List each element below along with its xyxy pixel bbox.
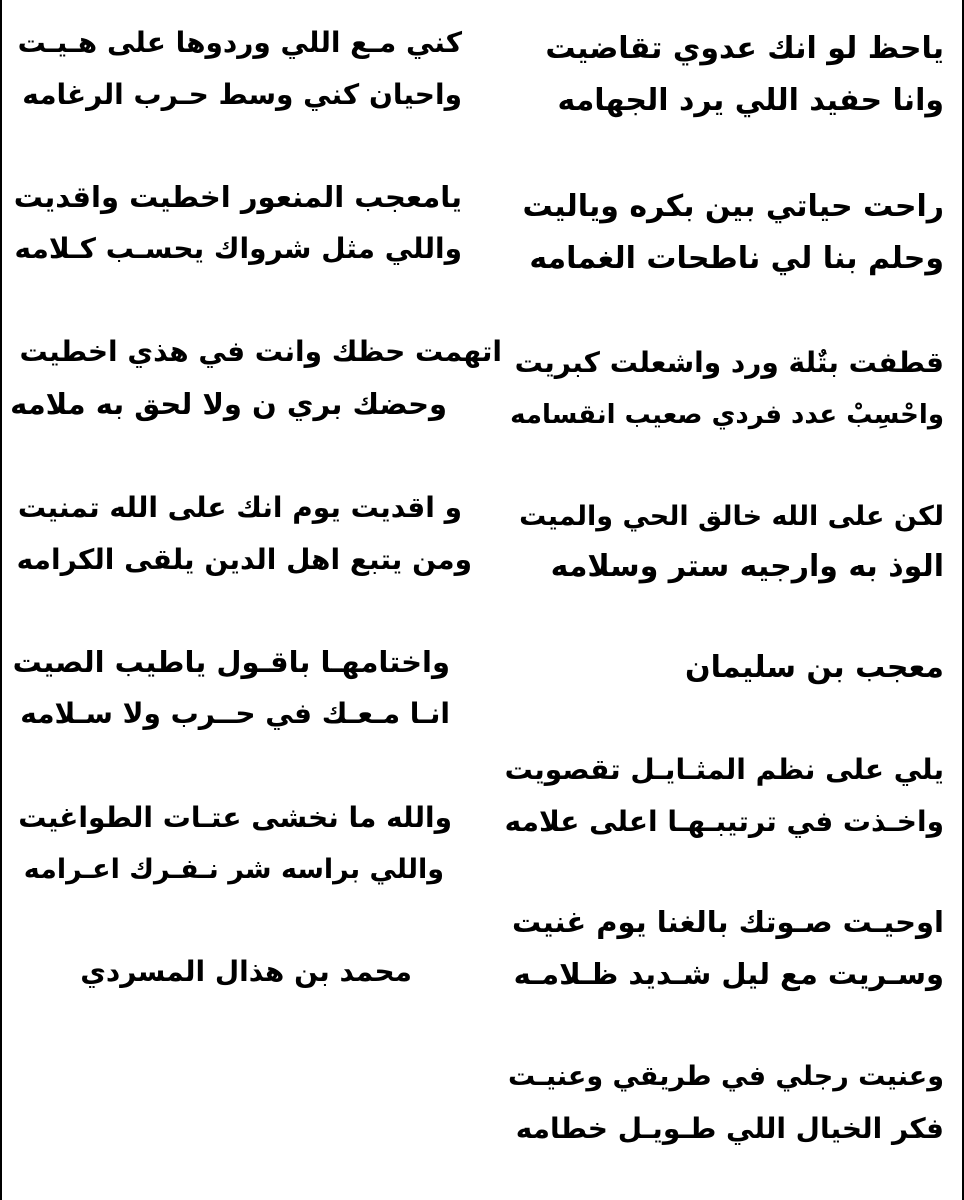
poem-line: اتهمت حظك وانت في هذي اخطيت — [19, 335, 502, 368]
poem-line: لكن على الله خالق الحي والميت — [519, 501, 944, 532]
poem-line: والله ما نخشى عتـات الطواغيت — [18, 801, 452, 834]
poem-line: واحْسِبْ عدد فردي صعيب انقسامه — [510, 400, 944, 430]
poem-line: واللي براسه شر نـفـرك اعـرامه — [23, 854, 444, 885]
poet-signature: معجب بن سليمان — [684, 650, 944, 685]
poem-line: واختامهـا باقـول ياطيب الصيت — [12, 645, 450, 679]
poem-line: اوحيـت صـوتك بالغنا يوم غنيت — [512, 905, 944, 939]
poem-line: و اقديت يوم انك على الله تمنيت — [17, 491, 462, 524]
poet-signature: محمد بن هذال المسردي — [80, 955, 412, 988]
poem-line: وحلم بنا لي ناطحات الغمامه — [529, 241, 944, 276]
poem-line: وعنيت رجلي في طريقي وعنيـت — [508, 1061, 944, 1092]
poem-line: كني مـع اللي وردوها على هـيـت — [17, 26, 462, 59]
poem-line: انـا مـعـك في حــرب ولا سـلامه — [20, 697, 450, 730]
poem-line: يامعجب المنعور اخطيت واقديت — [13, 180, 462, 214]
poem-line: فكر الخيال اللي طـويـل خطامه — [515, 1112, 944, 1145]
poem-line: ياحظ لو انك عدوي تقاضيت — [545, 31, 944, 66]
poem-line: الوذ به وارجيه ستر وسلامه — [550, 549, 944, 584]
poem-line: يلي على نظم المثـايـل تقصويت — [504, 753, 944, 786]
poem-line: وسـريت مع ليل شـديد ظـلامـه — [513, 957, 944, 991]
poem-line: وانا حفيد اللي يرد الجهامه — [557, 83, 944, 118]
left-column — [10, 0, 502, 1200]
poem-line: واخـذت في ترتيبـهـا اعلى علامه — [504, 805, 944, 838]
poem-line: راحت حياتي بين بكره وياليت — [522, 189, 944, 224]
poem-line: ومن يتبع اهل الدين يلقى الكرامه — [16, 543, 472, 576]
poem-line: واللي مثل شرواك يحسـب كـلامه — [14, 232, 462, 265]
poem-line: قطفت بتٌلة ورد واشعلت كبريت — [514, 346, 944, 379]
poem-line: وحضك بري ن ولا لحق به ملامه — [10, 387, 447, 421]
poem-line: واحيان كني وسط حـرب الرغامه — [22, 78, 462, 111]
right-column — [504, 0, 944, 1200]
